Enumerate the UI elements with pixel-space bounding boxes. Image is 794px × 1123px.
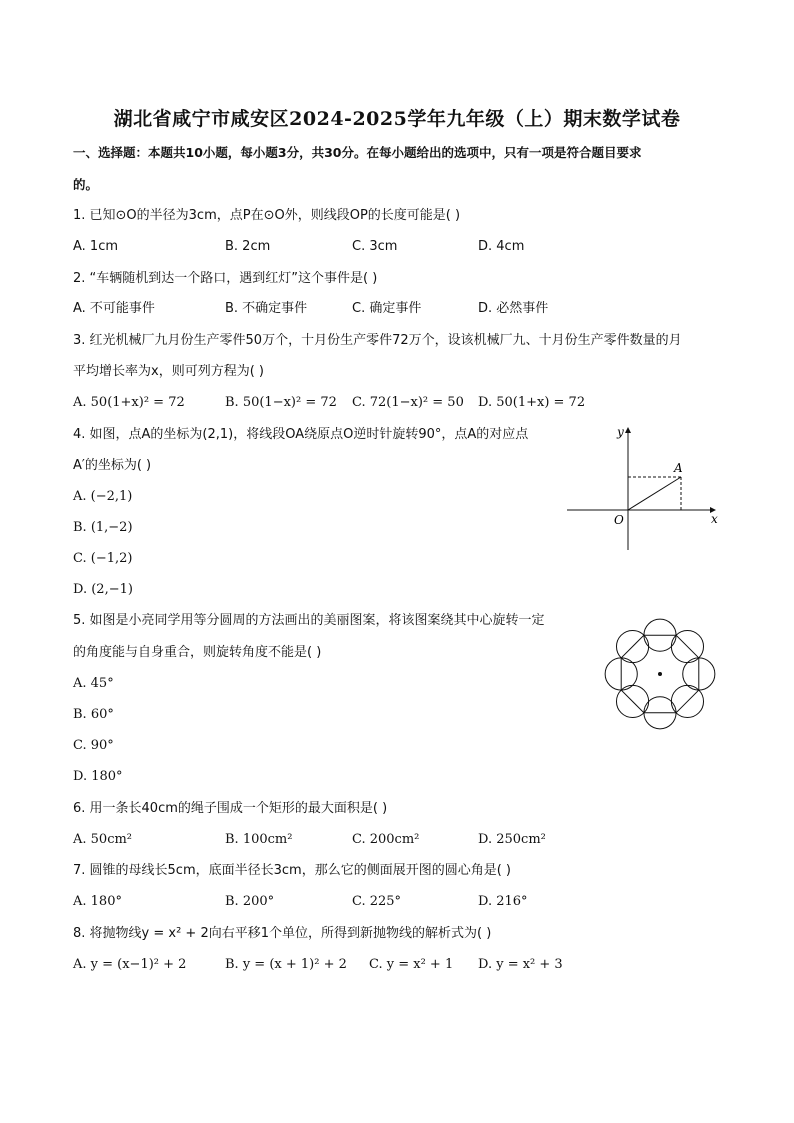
question-5-option-d: D. 180° bbox=[73, 769, 123, 784]
question-2-option-a: A. 不可能事件 bbox=[73, 301, 155, 316]
question-2-option-d: D. 必然事件 bbox=[478, 301, 549, 316]
octagon-flower-figure bbox=[595, 609, 725, 739]
question-8-option-d: D. y = x² + 3 bbox=[478, 957, 563, 972]
question-2-option-b: B. 不确定事件 bbox=[225, 301, 308, 316]
question-5-option-c: C. 90° bbox=[73, 738, 114, 753]
center-dot bbox=[658, 672, 662, 676]
question-7-option-c: C. 225° bbox=[352, 894, 402, 909]
question-5-option-b: B. 60° bbox=[73, 707, 114, 722]
segment-oa bbox=[628, 477, 681, 510]
question-5-stem-line-2: 的角度能与自身重合，则旋转角度不能是( ) bbox=[73, 645, 322, 660]
question-3-option-a: A. 50(1+x)² = 72 bbox=[73, 395, 185, 410]
question-8-option-c: C. y = x² + 1 bbox=[369, 957, 454, 972]
question-4-option-d: D. (2,−1) bbox=[73, 582, 133, 597]
section-heading-line-1: 一、选择题：本题共10小题，每小题3分，共30分。在每小题给出的选项中，只有一项是符合题目要求 bbox=[73, 145, 642, 160]
section-heading-line-2: 的。 bbox=[73, 177, 99, 192]
question-1-option-a: A. 1cm bbox=[73, 239, 119, 254]
question-1-option-d: D. 4cm bbox=[478, 239, 525, 254]
question-1-stem: 1. 已知⊙O的半径为3cm，点P在⊙O外，则线段OP的长度可能是( ) bbox=[73, 208, 461, 223]
x-axis-label: x bbox=[711, 512, 718, 526]
question-7-stem: 7. 圆锥的母线长5cm，底面半径长3cm，那么它的侧面展开图的圆心角是( ) bbox=[73, 863, 511, 878]
question-2-option-c: C. 确定事件 bbox=[352, 301, 422, 316]
question-3-option-c: C. 72(1−x)² = 50 bbox=[352, 395, 464, 410]
question-8-stem: 8. 将抛物线y = x² + 2向右平移1个单位，所得到新抛物线的解析式为( ) bbox=[73, 926, 492, 941]
question-6-option-c: C. 200cm² bbox=[352, 832, 420, 847]
exam-title: 湖北省咸宁市咸安区2024-2025学年九年级（上）期末数学试卷 bbox=[113, 108, 681, 130]
question-3-stem-line-1: 3. 红光机械厂九月份生产零件50万个，十月份生产零件72万个，设该机械厂九、十月份生产零件数量的月 bbox=[73, 333, 682, 348]
point-a-label: A bbox=[674, 461, 683, 475]
question-4-option-b: B. (1,−2) bbox=[73, 520, 133, 535]
question-4-option-c: C. (−1,2) bbox=[73, 551, 133, 566]
question-3-option-b: B. 50(1−x)² = 72 bbox=[225, 395, 337, 410]
question-6-option-a: A. 50cm² bbox=[73, 832, 133, 847]
question-3-option-d: D. 50(1+x) = 72 bbox=[478, 395, 586, 410]
question-7-option-a: A. 180° bbox=[73, 894, 122, 909]
coordinate-figure bbox=[565, 422, 735, 557]
question-8-option-a: A. y = (x−1)² + 2 bbox=[73, 957, 187, 972]
question-1-option-c: C. 3cm bbox=[352, 239, 398, 254]
question-4-option-a: A. (−2,1) bbox=[73, 489, 133, 504]
y-axis-label: y bbox=[617, 425, 624, 439]
question-8-option-b: B. y = (x + 1)² + 2 bbox=[225, 957, 347, 972]
question-1-option-b: B. 2cm bbox=[225, 239, 271, 254]
question-6-stem: 6. 用一条长40cm的绳子围成一个矩形的最大面积是( ) bbox=[73, 801, 388, 816]
question-5-stem-line-1: 5. 如图是小亮同学用等分圆周的方法画出的美丽图案，将该图案绕其中心旋转一定 bbox=[73, 613, 545, 628]
question-5-option-a: A. 45° bbox=[73, 676, 114, 691]
question-4-stem-line-2: A′的坐标为( ) bbox=[73, 458, 152, 473]
question-4-stem-line-1: 4. 如图，点A的坐标为(2,1)，将线段OA绕原点O逆时针旋转90°，点A的对应点 bbox=[73, 427, 529, 442]
question-6-option-b: B. 100cm² bbox=[225, 832, 293, 847]
question-3-stem-line-2: 平均增长率为x，则可列方程为( ) bbox=[73, 364, 264, 379]
question-7-option-b: B. 200° bbox=[225, 894, 275, 909]
origin-label: O bbox=[614, 513, 624, 527]
question-6-option-d: D. 250cm² bbox=[478, 832, 546, 847]
question-7-option-d: D. 216° bbox=[478, 894, 528, 909]
question-2-stem: 2. “车辆随机到达一个路口，遇到红灯”这个事件是( ) bbox=[73, 271, 378, 286]
